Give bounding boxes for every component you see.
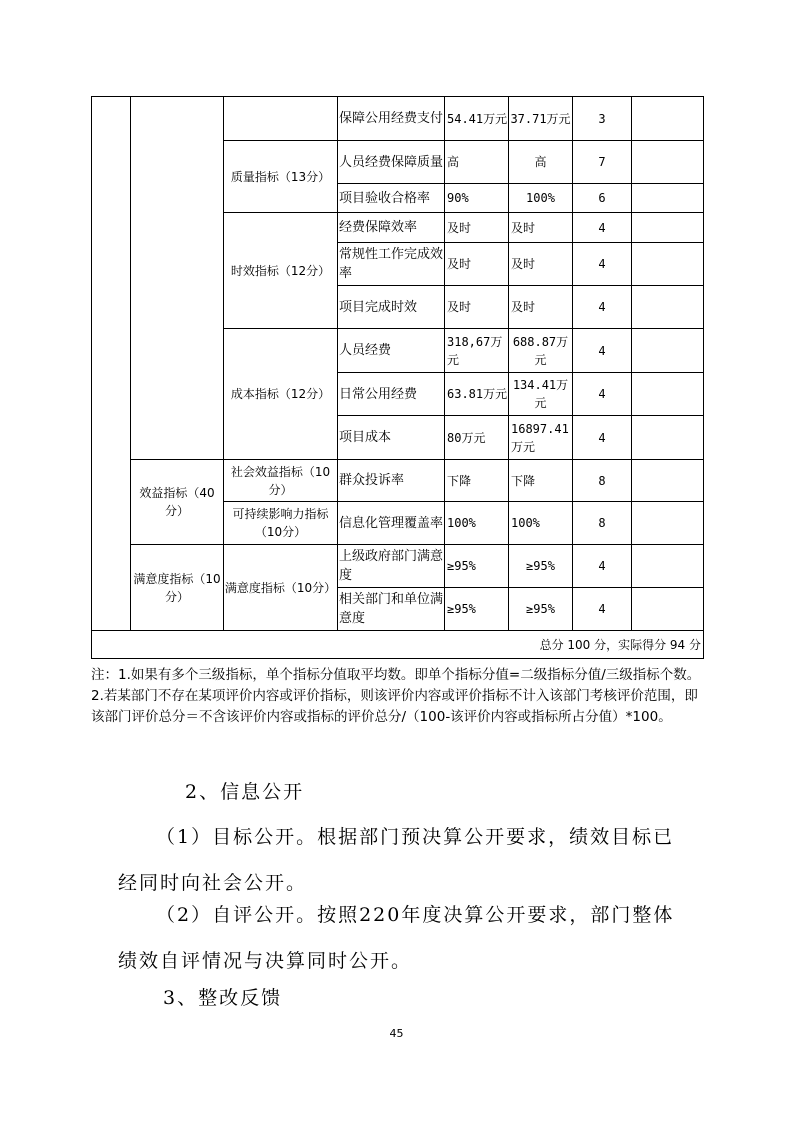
- total-score: 总分 100 分，实际得分 94 分: [92, 631, 704, 659]
- target-value: 90%: [445, 184, 509, 213]
- level3-cell: 质量指标（13分）: [224, 141, 338, 213]
- indicator-name: 信息化管理覆盖率: [338, 502, 445, 545]
- score-cell: 6: [573, 184, 632, 213]
- info-disclosure-heading: 2、信息公开: [185, 781, 305, 803]
- table-row: [92, 97, 704, 141]
- level3-cell: 满意度指标（10分）: [224, 545, 338, 631]
- target-value: ≥95%: [445, 545, 509, 588]
- indicator-name: 项目完成时效: [338, 286, 445, 329]
- table-row: [92, 545, 704, 588]
- score-cell: 4: [573, 416, 632, 460]
- score-cell: 8: [573, 460, 632, 502]
- indicator-name: 常规性工作完成效率: [338, 243, 445, 286]
- actual-value: 37.71万元: [509, 97, 573, 141]
- level2-cell: [131, 97, 224, 460]
- score-cell: 3: [573, 97, 632, 141]
- table-notes: [91, 665, 708, 728]
- score-cell: 7: [573, 141, 632, 184]
- target-value: 100%: [445, 502, 509, 545]
- rectification-heading: 3、整改反馈: [163, 987, 283, 1009]
- actual-value: ≥95%: [509, 545, 573, 588]
- performance-table: [91, 96, 704, 659]
- indicator-name: 保障公用经费支付: [338, 97, 445, 141]
- target-value: 高: [445, 141, 509, 184]
- actual-value: 688.87万元: [509, 329, 573, 373]
- target-value: 318,67万元: [445, 329, 509, 373]
- remark-cell: [632, 286, 704, 329]
- indicator-name: 人员经费: [338, 329, 445, 373]
- score-cell: 4: [573, 373, 632, 416]
- actual-value: 16897.41万元: [509, 416, 573, 460]
- target-value: 下降: [445, 460, 509, 502]
- indicator-name: 上级政府部门满意度: [338, 545, 445, 588]
- actual-value: 高: [509, 141, 573, 184]
- remark-cell: [632, 97, 704, 141]
- remark-cell: [632, 545, 704, 588]
- indicator-name: 人员经费保障质量: [338, 141, 445, 184]
- level3-cell: 社会效益指标（10分）: [224, 460, 338, 502]
- actual-value: 下降: [509, 460, 573, 502]
- score-cell: 8: [573, 502, 632, 545]
- remark-cell: [632, 588, 704, 631]
- score-cell: 4: [573, 329, 632, 373]
- level3-cell: 可持续影响力指标（10分）: [224, 502, 338, 545]
- indicator-name: 经费保障效率: [338, 213, 445, 243]
- target-value: 80万元: [445, 416, 509, 460]
- level3-cell: 成本指标（12分）: [224, 329, 338, 460]
- remark-cell: [632, 373, 704, 416]
- indicator-name: 群众投诉率: [338, 460, 445, 502]
- target-value: 及时: [445, 286, 509, 329]
- remark-cell: [632, 460, 704, 502]
- actual-value: ≥95%: [509, 588, 573, 631]
- score-cell: 4: [573, 243, 632, 286]
- total-row: [92, 631, 704, 659]
- page-number: 45: [389, 1027, 404, 1040]
- level2-cell: 效益指标（40分）: [131, 460, 224, 545]
- level3-cell: 时效指标（12分）: [224, 213, 338, 329]
- actual-value: 100%: [509, 184, 573, 213]
- indicator-name: 项目成本: [338, 416, 445, 460]
- remark-cell: [632, 213, 704, 243]
- remark-cell: [632, 329, 704, 373]
- actual-value: 134.41万元: [509, 373, 573, 416]
- target-value: 63.81万元: [445, 373, 509, 416]
- indicator-name: 项目验收合格率: [338, 184, 445, 213]
- note-2: 2.若某部门不存在某项评价内容或评价指标，则该评价内容或评价指标不计入该部门考核评价范围，即该部门评价总分＝不含该评价内容或指标的评价总分/（100-该评价内容或指标所占分值）*100。: [91, 688, 698, 725]
- remark-cell: [632, 243, 704, 286]
- target-value: 及时: [445, 243, 509, 286]
- indicator-name: 相关部门和单位满意度: [338, 588, 445, 631]
- table-row: [92, 460, 704, 502]
- score-cell: 4: [573, 213, 632, 243]
- remark-cell: [632, 141, 704, 184]
- target-value: ≥95%: [445, 588, 509, 631]
- score-cell: 4: [573, 545, 632, 588]
- remark-cell: [632, 502, 704, 545]
- level3-cell: [224, 97, 338, 141]
- remark-cell: [632, 184, 704, 213]
- note-1: 注：1.如果有多个三级指标，单个指标分值取平均数。即单个指标分值=二级指标分值/三级指标个数。: [91, 667, 701, 683]
- score-cell: 4: [573, 588, 632, 631]
- score-cell: 4: [573, 286, 632, 329]
- target-value: 54.41万元: [445, 97, 509, 141]
- indicator-name: 日常公用经费: [338, 373, 445, 416]
- self-evaluation-paragraph: （2）自评公开。按照220年度决算公开要求，部门整体绩效自评情况与决算同时公开。: [118, 904, 675, 972]
- remark-cell: [632, 416, 704, 460]
- level1-cell: [92, 97, 131, 631]
- actual-value: 100%: [509, 502, 573, 545]
- level2-cell: 满意度指标（10分）: [131, 545, 224, 631]
- actual-value: 及时: [509, 213, 573, 243]
- actual-value: 及时: [509, 243, 573, 286]
- target-value: 及时: [445, 213, 509, 243]
- target-disclosure-paragraph: （1）目标公开。根据部门预决算公开要求，绩效目标已经同时向社会公开。: [118, 826, 675, 894]
- actual-value: 及时: [509, 286, 573, 329]
